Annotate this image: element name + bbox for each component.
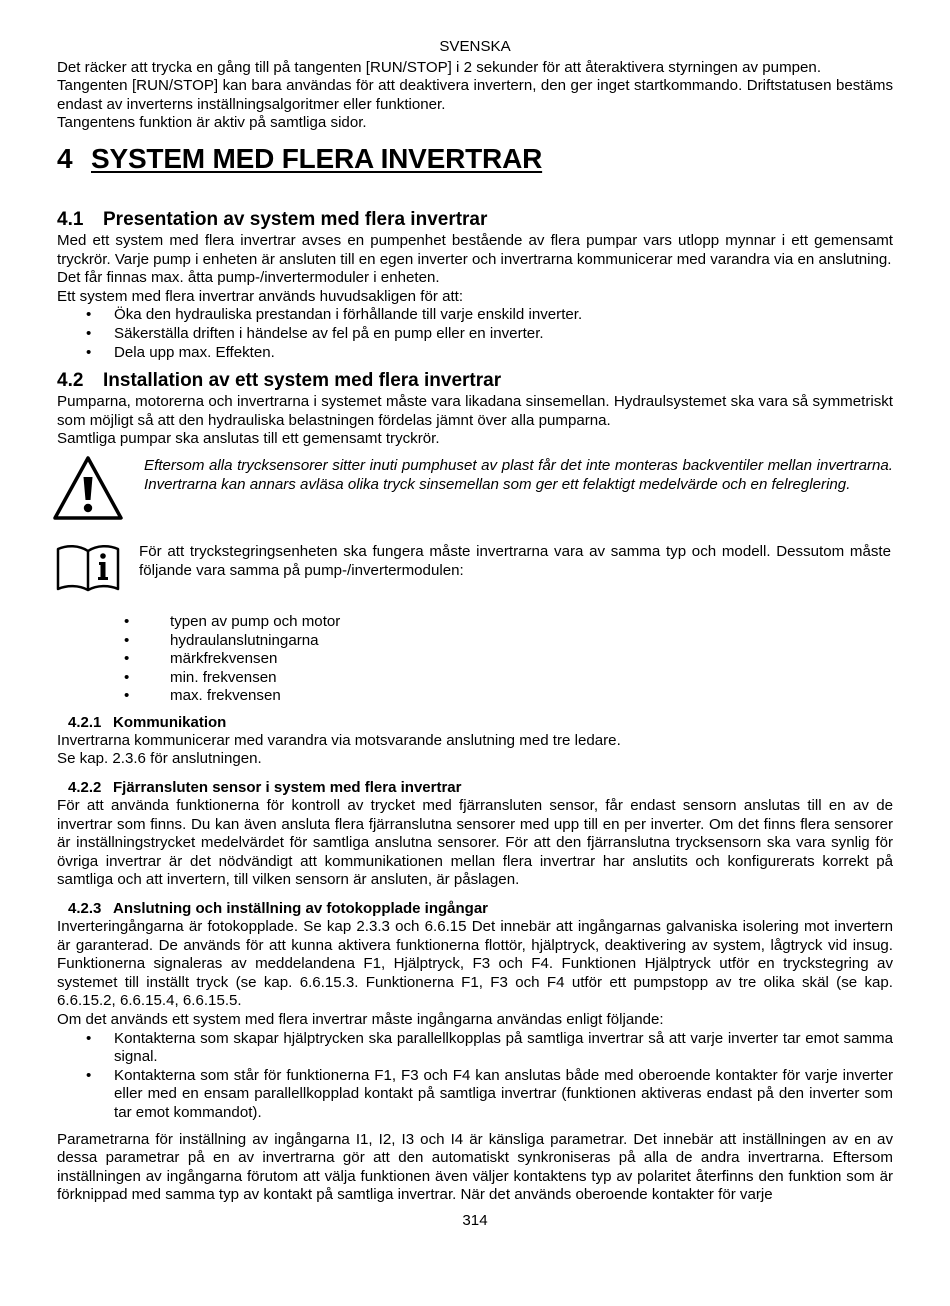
list-item: • hydraulanslutningarna xyxy=(57,632,893,651)
intro-paragraph-3: Tangentens funktion är aktiv på samtliga sidor. xyxy=(57,114,367,132)
section-4-2-heading xyxy=(57,370,893,392)
document-page xyxy=(57,38,893,1205)
s41-paragraph-2: Det får finnas max. åtta pump-/invertermoduler i enheten. xyxy=(57,269,440,287)
list-item: • min. frekvensen xyxy=(57,669,893,688)
s42-paragraph-2: Samtliga pumpar ska anslutas till ett gemensamt tryckrör. xyxy=(57,430,440,448)
s41-paragraph-1: Med ett system med flera invertrar avses en pumpenhet bestående av flera pumpar vars utlopp mynnar i ett gemensamt tryckrör. Varje pump i enheten är ansluten till en egen inverter och invertrarna kommunicerar med varandra via en anslutning. xyxy=(57,231,893,268)
intro-paragraph-1: Det räcker att trycka en gång till på tangenten [RUN/STOP] i 2 sekunder för att återaktivera styrningen av pumpen. xyxy=(57,58,822,76)
section-title: Presentation av system med flera invertrar xyxy=(103,208,488,230)
s41-bullet-list xyxy=(57,306,893,362)
chapter-heading xyxy=(57,142,893,176)
s42-bullet-list xyxy=(57,613,893,706)
s421-paragraph-1: Invertrarna kommunicerar med varandra via motsvarande anslutning med tre ledare. xyxy=(57,731,621,749)
list-item: • max. frekvensen xyxy=(57,687,893,706)
list-item: • Säkerställa driften i händelse av fel på en pump eller en inverter. xyxy=(57,325,893,344)
manual-book-info-icon xyxy=(55,543,121,593)
list-item: • typen av pump och motor xyxy=(57,613,893,632)
s41-paragraph-3: Ett system med flera invertrar används huvudsakligen för att: xyxy=(57,287,464,305)
info-text: För att tryckstegringsenheten ska fungera måste invertrarna vara av samma typ och modell. Dessutom måste följande vara samma på pump-/invertermodulen: xyxy=(139,542,891,579)
section-4-1-heading xyxy=(57,209,893,231)
section-title: Installation av ett system med flera invertrar xyxy=(103,370,502,392)
s423-paragraph-1: Inverteringångarna är fotokopplade. Se kap 2.3.3 och 6.6.15 Det innebär att ingångarnas galvaniska isolering mot invertern är garanterad. De används för att kunna aktivera funktionerna flottör, hjälptryck, deaktivering av system, lågtryck vid insug. Funktionerna signaleras av meddelandena F1, Hjälptryck, F3 och F4. Funktionen Hjälptryck utför en tryckstegring av systemet till inställt tryck (se kap. 6.6.15.3. Funktionerna F1, F3 och F4 utför ett pumpstopp av tre olika skäl (se kap. 6.6.15.2, 6.6.15.4, 6.6.15.5. xyxy=(57,918,893,1010)
warning-triangle-icon xyxy=(52,455,124,521)
subsection-number: 4.2.2 xyxy=(68,779,102,797)
s423-closing-paragraph: Parametrarna för inställning av ingångarna I1, I2, I3 och I4 är känsliga parametrar. Det innebär att inställningen av en av dessa parametrar på en av invertrarna gör att den automatiskt synkroniseras på alla de andra invertrarna. Eftersom inställningen av ingångarna förutom att välja funktionen även väljer kontaktens typ av polaritet återfinns den funktion som är förknippad med samma typ av kontakt på samtliga invertrar. När det används oberoende kontakter för varje xyxy=(57,1130,893,1204)
list-item: • märkfrekvensen xyxy=(57,650,893,669)
list-item: • Dela upp max. Effekten. xyxy=(57,344,893,363)
section-number: 4.2 xyxy=(57,370,84,392)
s42-paragraph-1: Pumparna, motorerna och invertrarna i systemet måste vara likadana sinsemellan. Hydraulsystemet ska vara så symmetriskt som möjligt så att den hydrauliska belastningen fördelas jämnt över alla pumparna. xyxy=(57,393,893,429)
s423-bullet-list xyxy=(57,1030,893,1123)
subsection-title: Kommunikation xyxy=(113,713,227,731)
list-item: • Öka den hydrauliska prestandan i förhållande till varje enskild inverter. xyxy=(57,306,893,325)
s423-paragraph-2: Om det används ett system med flera invertrar måste ingångarna användas enligt följande: xyxy=(57,1011,664,1028)
warning-notice xyxy=(57,457,893,536)
subsection-title: Fjärransluten sensor i system med flera invertrar xyxy=(113,779,462,797)
section-4-2-3-heading xyxy=(57,899,893,918)
info-notice xyxy=(57,543,893,601)
section-4-2-1-heading xyxy=(57,713,893,732)
section-number: 4.1 xyxy=(57,208,84,230)
section-4-2-2-heading xyxy=(57,778,893,797)
intro-paragraph-2: Tangenten [RUN/STOP] kan bara användas för att deaktivera invertern, den ger inget startkommando. Driftstatusen bestäms endast av inverterns inställningsalgoritmer eller funktioner. xyxy=(57,77,893,113)
s422-paragraph-1: För att använda funktionerna för kontroll av trycket med fjärransluten sensor, får endast sensorn anslutas till en av de invertrar som finns. Du kan även ansluta flera fjärranslutna sensorer med upp till en per inverter. Om det finns flera sensorer är inställningstrycket medelvärdet för samtliga anslutna sensorer. För att den fjärranslutna trycksensorn ska vara synlig för övriga invertrar är det nödvändigt att kommunikationen mellan flera invertrar har anslutits och konfigurerats korrekt på samtliga och att invertern, till vilken sensorn är ansluten, är påslagen. xyxy=(57,797,893,889)
chapter-number: 4 xyxy=(57,142,73,174)
warning-text: Eftersom alla trycksensorer sitter inuti pumphuset av plast får det inte monteras backventiler mellan invertrarna. Invertrarna kan annars avläsa olika tryck sinsemellan som ger ett felaktigt medelvärde och en felreglering. xyxy=(144,456,893,493)
subsection-number: 4.2.1 xyxy=(68,713,102,731)
list-item: • Kontakterna som skapar hjälptrycken ska parallellkopplas på samtliga invertrar så att varje inverter tar emot samma signal. xyxy=(57,1030,893,1067)
list-item: • Kontakterna som står för funktionerna F1, F3 och F4 kan anslutas både med oberoende kontakter för varje inverter eller med en ensam parallellkopplad kontakt på samtliga invertrar (funktionen aktiveras endast på den inverter som tar emot kommandot). xyxy=(57,1067,893,1123)
page-header-language: SVENSKA xyxy=(439,38,511,55)
subsection-number: 4.2.3 xyxy=(68,900,102,918)
subsection-title: Anslutning och inställning av fotokopplade ingångar xyxy=(113,900,489,918)
s421-paragraph-2: Se kap. 2.3.6 för anslutningen. xyxy=(57,750,262,768)
page-number: 314 xyxy=(462,1212,488,1229)
chapter-title: SYSTEM MED FLERA INVERTRAR xyxy=(91,142,543,174)
